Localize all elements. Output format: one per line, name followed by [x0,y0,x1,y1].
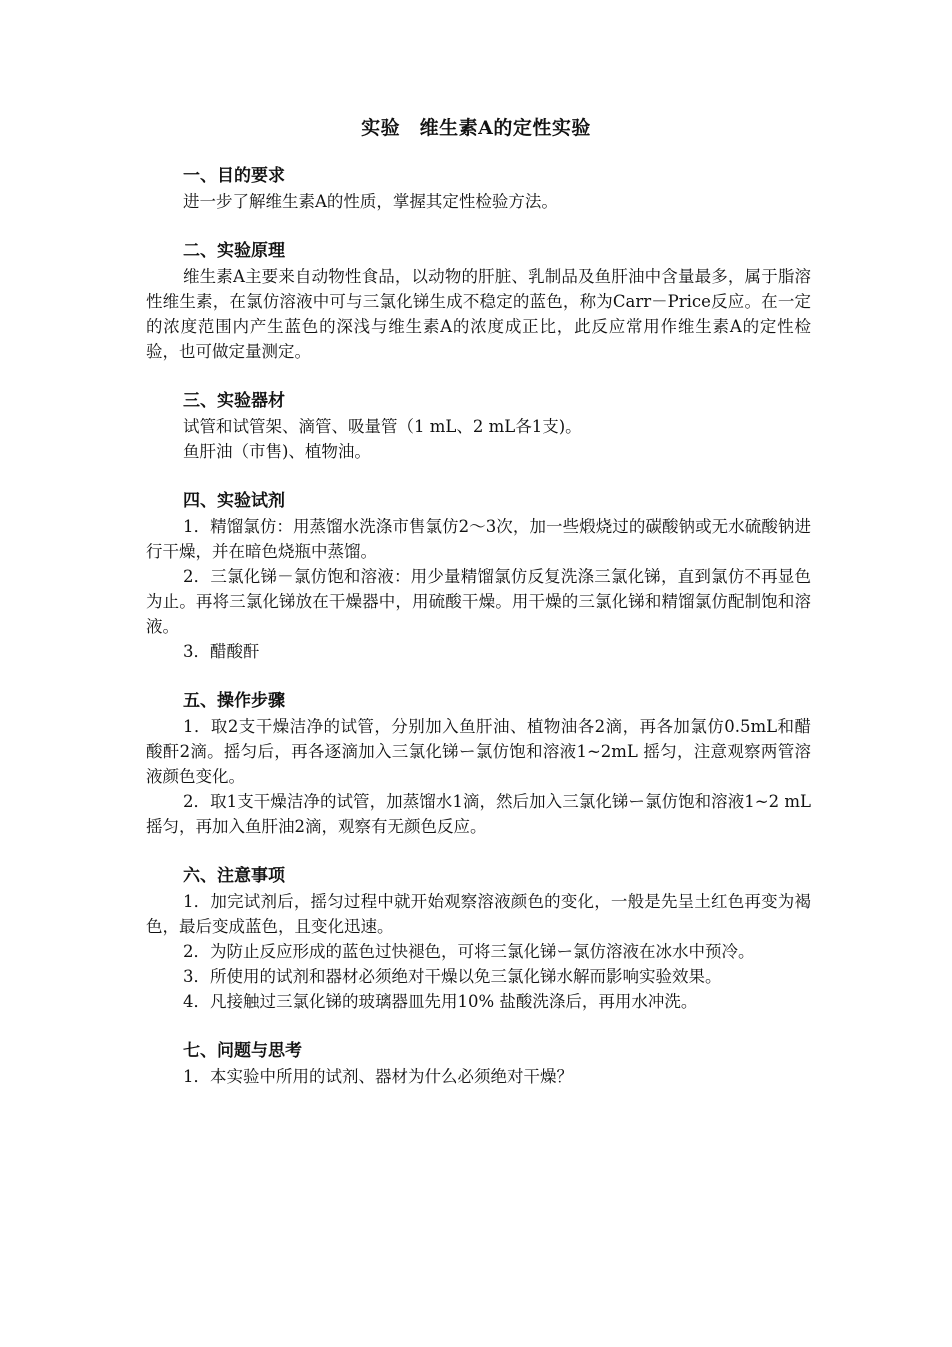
paragraph: 4．凡接触过三氯化锑的玻璃器皿先用10% 盐酸洗涤后，再用水冲洗。 [183,992,698,1011]
section-reagents [146,489,811,664]
paragraph: 1．本实验中所用的试剂、器材为什么必须绝对干燥？ [183,1067,573,1086]
paragraph: 1．加完试剂后，摇匀过程中就开始观察溶液颜色的变化，一般是先呈土红色再变为褐色，最后变成蓝色，且变化迅速。 [146,892,811,936]
paragraph: 3．醋酸酐 [183,642,260,661]
paragraph: 2．三氯化锑－氯仿饱和溶液：用少量精馏氯仿反复洗涤三氯化锑，直到氯仿不再显色为止。再将三氯化锑放在干燥器中，用硫酸干燥。用干燥的三氯化锑和精馏氯仿配制饱和溶液。 [146,567,811,636]
section-heading: 二、实验原理 [183,241,285,261]
paragraph: 2．为防止反应形成的蓝色过快褪色，可将三氯化锑ー氯仿溶液在冰水中预冷。 [183,942,755,961]
section-questions [146,1039,811,1089]
section-heading: 六、注意事项 [183,866,285,886]
document-body [146,164,811,1114]
paragraph: 维生素A主要来自动物性食品，以动物的肝脏、乳制品及鱼肝油中含量最多，属于脂溶性维生素，在氯仿溶液中可与三氯化锑生成不稳定的蓝色，称为Carr－Price反应。在一定的浓度范围内产生蓝色的深浅与维生素A的浓度成正比，此反应常用作维生素A的定性检验，也可做定量测定。 [146,267,811,361]
document-title: 实验 维生素A的定性实验 [361,117,591,139]
section-objectives [146,164,811,214]
section-equipment [146,389,811,464]
section-heading: 七、问题与思考 [183,1041,302,1061]
section-heading: 三、实验器材 [183,391,285,411]
section-heading: 四、实验试剂 [183,491,285,511]
paragraph: 1．取2支干燥洁净的试管，分别加入鱼肝油、植物油各2滴，再各加氯仿0.5mL和醋酸酐2滴。摇匀后，再各逐滴加入三氯化锑ー氯仿饱和溶液1~2mL 摇匀，注意观察两管溶液颜色变化。 [146,717,811,786]
section-principle [146,239,811,364]
paragraph: 3．所使用的试剂和器材必须绝对干燥以免三氯化锑水解而影响实验效果。 [183,967,722,986]
paragraph: 试管和试管架、滴管、吸量管（1 mL、2 mL各1支)。 [183,417,582,436]
paragraph: 2．取1支干燥洁净的试管，加蒸馏水1滴，然后加入三氯化锑ー氯仿饱和溶液1~2 mL摇匀，再加入鱼肝油2滴，观察有无颜色反应。 [146,792,811,836]
paragraph: 进一步了解维生素A的性质，掌握其定性检验方法。 [183,192,558,211]
paragraph: 鱼肝油（市售)、植物油。 [183,442,371,461]
section-procedure [146,689,811,839]
section-notes [146,864,811,1014]
paragraph: 1．精馏氯仿：用蒸馏水洗涤市售氯仿2～3次，加一些煅烧过的碳酸钠或无水硫酸钠进行干燥，并在暗色烧瓶中蒸馏。 [146,517,811,561]
section-heading: 一、目的要求 [183,166,285,186]
section-heading: 五、操作步骤 [183,691,285,711]
